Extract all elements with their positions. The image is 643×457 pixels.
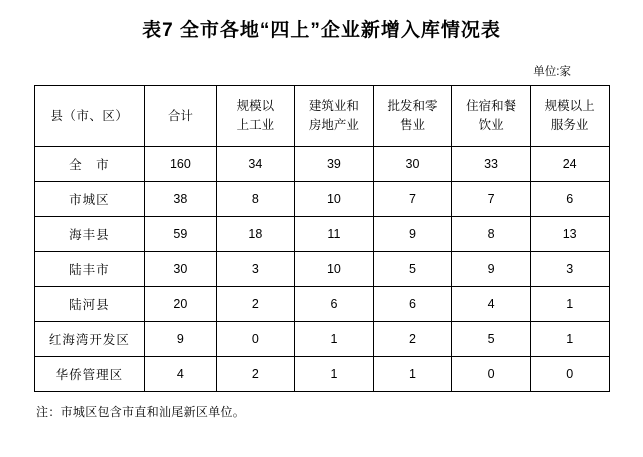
cell-accommodation-catering: 0 [452, 357, 531, 392]
cell-accommodation-catering: 8 [452, 217, 531, 252]
table-note: 注：市城区包含市直和汕尾新区单位。 [36, 405, 246, 419]
cell-industry: 0 [216, 322, 295, 357]
header-text-line1: 建筑业和 [308, 99, 359, 114]
header-text: 县（市、区） [50, 108, 129, 123]
cell-industry: 2 [216, 357, 295, 392]
table-body [34, 147, 609, 392]
table-row [34, 252, 609, 287]
table-row [34, 322, 609, 357]
table-header [34, 86, 609, 147]
cell-services: 0 [530, 357, 609, 392]
cell-industry: 2 [216, 287, 295, 322]
cell-total: 4 [145, 357, 216, 392]
cell-total: 9 [145, 322, 216, 357]
header-text: 合计 [167, 108, 193, 123]
header-row [34, 86, 609, 147]
cell-industry: 34 [216, 147, 295, 182]
header-text-line2: 房地产业 [308, 118, 359, 132]
cell-services: 6 [530, 182, 609, 217]
cell-construction-realestate: 11 [295, 217, 374, 252]
cell-accommodation-catering: 7 [452, 182, 531, 217]
header-cell-services [530, 86, 609, 147]
row-region-label: 华侨管理区 [34, 357, 145, 392]
table-container [34, 85, 610, 392]
table-row [34, 217, 609, 252]
cell-construction-realestate: 1 [295, 322, 374, 357]
cell-industry: 3 [216, 252, 295, 287]
cell-wholesale-retail: 30 [373, 147, 452, 182]
header-text-line1: 规模以 [236, 99, 275, 114]
cell-wholesale-retail: 6 [373, 287, 452, 322]
row-region-label: 市城区 [34, 182, 145, 217]
cell-construction-realestate: 6 [295, 287, 374, 322]
header-cell-construction-realestate [295, 86, 374, 147]
row-region-label: 红海湾开发区 [34, 322, 145, 357]
cell-services: 24 [530, 147, 609, 182]
unit-label: 单位:家 [533, 66, 571, 78]
header-text-line2: 饮业 [478, 118, 504, 132]
document-page [0, 15, 643, 457]
header-cell-region [34, 86, 145, 147]
header-text-line1: 规模以上 [544, 99, 595, 114]
table-row [34, 182, 609, 217]
cell-total: 59 [145, 217, 216, 252]
cell-wholesale-retail: 5 [373, 252, 452, 287]
cell-industry: 8 [216, 182, 295, 217]
cell-services: 3 [530, 252, 609, 287]
cell-total: 38 [145, 182, 216, 217]
header-cell-wholesale-retail [373, 86, 452, 147]
cell-construction-realestate: 39 [295, 147, 374, 182]
cell-services: 1 [530, 322, 609, 357]
cell-accommodation-catering: 9 [452, 252, 531, 287]
cell-construction-realestate: 1 [295, 357, 374, 392]
header-text-line1: 住宿和餐 [466, 99, 517, 114]
table-row [34, 147, 609, 182]
cell-total: 20 [145, 287, 216, 322]
cell-industry: 18 [216, 217, 295, 252]
header-text-line2: 上工业 [236, 118, 275, 132]
cell-wholesale-retail: 1 [373, 357, 452, 392]
statistics-table [34, 85, 610, 392]
cell-construction-realestate: 10 [295, 252, 374, 287]
cell-wholesale-retail: 9 [373, 217, 452, 252]
cell-services: 13 [530, 217, 609, 252]
table-row [34, 357, 609, 392]
cell-total: 30 [145, 252, 216, 287]
cell-total: 160 [145, 147, 216, 182]
header-cell-industry [216, 86, 295, 147]
header-text-line1: 批发和零 [387, 99, 438, 114]
cell-accommodation-catering: 4 [452, 287, 531, 322]
cell-services: 1 [530, 287, 609, 322]
cell-accommodation-catering: 5 [452, 322, 531, 357]
cell-wholesale-retail: 7 [373, 182, 452, 217]
header-cell-total [145, 86, 216, 147]
table-row [34, 287, 609, 322]
header-text-line2: 售业 [399, 118, 425, 132]
cell-wholesale-retail: 2 [373, 322, 452, 357]
row-region-label: 全 市 [34, 147, 145, 182]
header-text-line2: 服务业 [550, 118, 589, 132]
row-region-label: 海丰县 [34, 217, 145, 252]
cell-construction-realestate: 10 [295, 182, 374, 217]
page-title: 表7 全市各地“四上”企业新增入库情况表 [142, 20, 501, 41]
row-region-label: 陆河县 [34, 287, 145, 322]
header-cell-accommodation-catering [452, 86, 531, 147]
row-region-label: 陆丰市 [34, 252, 145, 287]
cell-accommodation-catering: 33 [452, 147, 531, 182]
